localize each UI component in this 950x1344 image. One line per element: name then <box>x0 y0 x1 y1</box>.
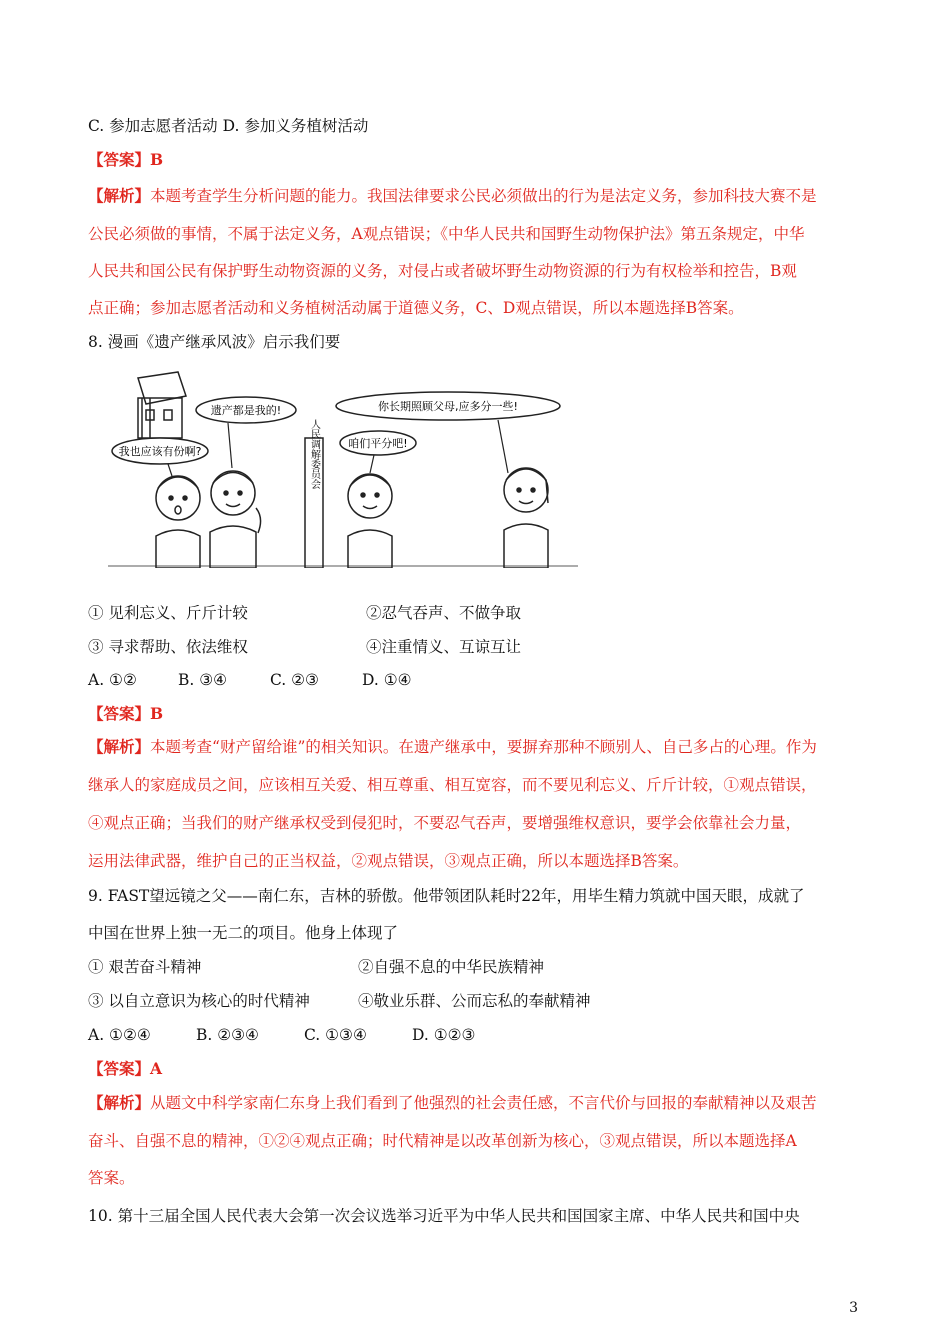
analysis-label: 【解析】 <box>88 1093 151 1112</box>
bubble-4-text: 咱们平分吧! <box>348 437 408 450</box>
q8-analysis-line: 运用法律武器，维护自己的正当权益，②观点错误，③观点正确，所以本题选择B答案。 <box>88 852 689 870</box>
analysis-text: 本题考查“财产留给谁”的相关知识。在遗产继承中，要摒弃那种不顾别人、自己多占的心理。作为 <box>150 738 817 756</box>
q9-option-4: ④敬业乐群、公而忘私的奉献精神 <box>358 992 591 1010</box>
analysis-label: 【解析】 <box>88 186 151 205</box>
q9-choice-a: A. ①②④ <box>88 1026 151 1044</box>
speech-bubble-2 <box>196 397 296 468</box>
q9-answer: 【答案】A <box>88 1059 163 1078</box>
q9-analysis-line <box>88 1093 817 1113</box>
q8-option-1: ① 见利忘义、斤斤计较 <box>88 604 248 622</box>
q8-option-4: ④注重情义、互谅互让 <box>366 638 522 656</box>
q10-stem: 10. 第十三届全国人民代表大会第一次会议选举习近平为中华人民共和国国家主席、中华人民共和国中央 <box>88 1207 800 1225</box>
q7-analysis-line: 公民必须做的事情，不属于法定义务，A观点错误；《中华人民共和国野生动物保护法》第五条规定，中华 <box>88 225 805 243</box>
mediation-committee-sign <box>305 418 323 568</box>
q7-analysis-line: 点正确；参加志愿者活动和义务植树活动属于道德义务，C、D观点错误，所以本题选择B答案。 <box>88 299 744 317</box>
q8-choice-c: C. ②③ <box>270 671 319 689</box>
q9-choice-b: B. ②③④ <box>196 1026 259 1044</box>
q8-choice-b: B. ③④ <box>178 671 228 689</box>
q9-option-2: ②自强不息的中华民族精神 <box>358 958 545 976</box>
q7-options-cd: C. 参加志愿者活动 D. 参加义务植树活动 <box>88 117 369 135</box>
bubble-3-text: 你长期照顾父母,应多分一些! <box>378 400 518 413</box>
page-number: 3 <box>849 1300 858 1316</box>
q8-choice-a: A. ①② <box>88 671 137 689</box>
q7-answer: 【答案】B <box>88 150 164 169</box>
q9-choice-c: C. ①③④ <box>304 1026 367 1044</box>
q8-analysis-line: 继承人的家庭成员之间，应该相互关爱、相互尊重、相互宽容，而不要见利忘义、斤斤计较，①观点错误， <box>88 776 817 794</box>
bubble-1-text: 我也应该有份啊? <box>118 445 202 458</box>
house-icon <box>138 372 186 438</box>
q9-stem-line: 9. FAST望远镜之父——南仁东，吉林的骄傲。他带领团队耗时22年，用毕生精力筑就中国天眼，成就了 <box>88 887 805 905</box>
q8-analysis-line <box>88 737 817 757</box>
q8-analysis-line: ④观点正确；当我们的财产继承权受到侵犯时，不要忍气吞声，要增强维权意识，要学会依靠社会力量， <box>88 814 802 832</box>
q9-analysis-line: 答案。 <box>88 1169 135 1187</box>
q9-analysis-line: 奋斗、自强不息的精神，①②④观点正确；时代精神是以改革创新为核心，③观点错误，所以本题选择A <box>88 1132 797 1150</box>
q8-answer: 【答案】B <box>88 704 164 723</box>
sign-text: 人民调解委员会 <box>308 419 320 489</box>
q7-analysis-line: 人民共和国公民有保护野生动物资源的义务，对侵占或者破坏野生动物资源的行为有权检举和控告，B观 <box>88 262 797 280</box>
speech-bubble-4 <box>340 431 416 473</box>
person-2-figure <box>210 471 261 568</box>
q9-option-3: ③ 以自立意识为核心的时代精神 <box>88 992 310 1010</box>
speech-bubble-1 <box>112 438 208 476</box>
person-1-figure <box>156 476 200 568</box>
q8-option-2: ②忍气吞声、不做争取 <box>366 604 522 622</box>
person-3-figure <box>348 474 392 568</box>
bubble-2-text: 遗产都是我的! <box>210 404 282 417</box>
q8-choice-d: D. ①④ <box>362 671 412 689</box>
q9-option-1: ① 艰苦奋斗精神 <box>88 958 202 976</box>
analysis-text: 从题文中科学家南仁东身上我们看到了他强烈的社会责任感，不言代价与回报的奉献精神以及艰苦 <box>150 1094 817 1112</box>
q8-option-3: ③ 寻求帮助、依法维权 <box>88 638 248 656</box>
q9-stem-line: 中国在世界上独一无二的项目。他身上体现了 <box>88 924 399 942</box>
analysis-label: 【解析】 <box>88 737 151 756</box>
analysis-text: 本题考查学生分析问题的能力。我国法律要求公民必须做出的行为是法定义务，参加科技大赛不是 <box>150 187 817 205</box>
q8-stem: 8. 漫画《遗产继承风波》启示我们要 <box>88 333 341 351</box>
person-4-figure <box>504 468 548 568</box>
comic-inheritance-dispute <box>108 368 578 568</box>
q9-choice-d: D. ①②③ <box>412 1026 476 1044</box>
q7-analysis-line <box>88 186 817 206</box>
